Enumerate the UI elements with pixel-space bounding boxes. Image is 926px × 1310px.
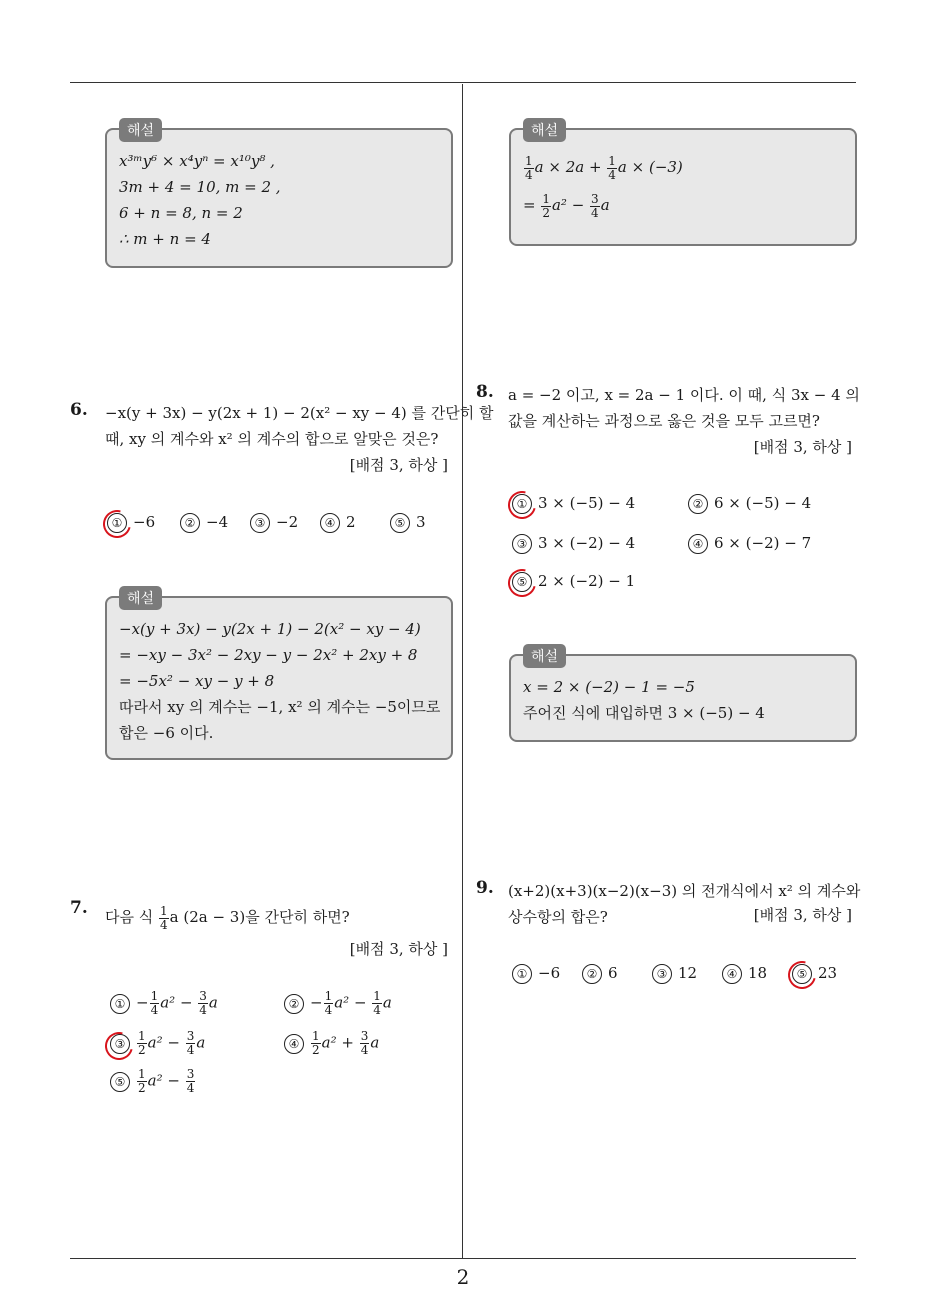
solution-line: 주어진 식에 대입하면 3 × (−5) − 4 (523, 704, 765, 722)
question-text-8: a = −2 이고, x = 2a − 1 이다. 이 때, 식 3x − 4 의 값을 계산하는 과정으로 옳은 것을 모두 고르면? (508, 386, 860, 430)
option-6-2[interactable]: ② −4 (180, 513, 228, 533)
option-9-3[interactable]: ③ 12 (652, 964, 697, 984)
question-number-8: 8. (476, 382, 494, 402)
option-8-4[interactable]: ④ 6 × (−2) − 7 (688, 534, 811, 554)
answer-mark (503, 486, 541, 524)
solution-line: x³ᵐy⁶ × x⁴yⁿ = x¹⁰y⁸ , (119, 152, 275, 170)
bottom-rule (70, 1258, 856, 1259)
points-9: [배점 3, 하상 ] (753, 906, 852, 924)
solution-line: 합은 −6 이다. (119, 724, 214, 742)
fraction: $\frac{3}{4}$ (591, 191, 599, 220)
solution-line: ∴ m + n = 4 (119, 230, 211, 248)
page-number: 2 (456, 1265, 470, 1289)
option-8-3[interactable]: ③ 3 × (−2) − 4 (512, 534, 635, 554)
solution-tag: 해설 (119, 118, 162, 142)
option-6-3[interactable]: ③ −2 (250, 513, 298, 533)
option-7-3[interactable]: ③ $\frac{1}{2}$ a² − $\frac{3}{4}$ a (110, 1030, 205, 1057)
question-text-7: 다음 식 $\frac{1}{4}$ a (2a − 3)을 간단히 하면? (105, 903, 350, 932)
option-8-1[interactable]: ① 3 × (−5) − 4 (512, 494, 635, 514)
solution-line: = $\frac{1}{2}$ a² − $\frac{3}{4}$ a (523, 191, 610, 220)
solution-line: 6 + n = 8, n = 2 (119, 204, 243, 222)
column-divider (462, 84, 463, 1258)
solution-line: 따라서 xy 의 계수는 −1, x² 의 계수는 −5이므로 (119, 698, 441, 716)
fraction: $\frac{1}{4}$ (160, 903, 168, 932)
question-text-6: −x(y + 3x) − y(2x + 1) − 2(x² − xy − 4) 를 간단히 할 때, xy 의 계수와 x² 의 계수의 합으로 알맞은 것은? (105, 404, 494, 448)
fraction: $\frac{1}{4}$ (525, 153, 533, 182)
solution-line: $\frac{1}{4}$ a × 2a + $\frac{1}{4}$ a × (−3) (525, 153, 683, 182)
points-6: [배점 3, 하상 ] (349, 456, 448, 474)
solution-line: = −xy − 3x² − 2xy − y − 2x² + 2xy + 8 (119, 646, 418, 664)
answer-mark (98, 505, 136, 543)
solution-tag: 해설 (523, 644, 566, 668)
points-7: [배점 3, 하상 ] (349, 940, 448, 958)
solution-box-8 (509, 649, 857, 742)
option-7-1[interactable]: ① − $\frac{1}{4}$ a² − $\frac{3}{4}$ a (110, 990, 218, 1017)
question-number-9: 9. (476, 878, 494, 898)
option-7-2[interactable]: ② − $\frac{1}{4}$ a² − $\frac{1}{4}$ a (284, 990, 392, 1017)
solution-box-6 (105, 591, 453, 760)
option-7-4[interactable]: ④ $\frac{1}{2}$ a² + $\frac{3}{4}$ a (284, 1030, 379, 1057)
solution-tag: 해설 (523, 118, 566, 142)
question-number-7: 7. (70, 898, 88, 918)
option-6-4[interactable]: ④ 2 (320, 513, 356, 533)
option-6-5[interactable]: ⑤ 3 (390, 513, 426, 533)
points-8: [배점 3, 하상 ] (753, 438, 852, 456)
option-8-5[interactable]: ⑤ 2 × (−2) − 1 (512, 572, 635, 592)
option-8-2[interactable]: ② 6 × (−5) − 4 (688, 494, 811, 514)
solution-line: 3m + 4 = 10, m = 2 , (119, 178, 281, 196)
option-9-1[interactable]: ① −6 (512, 964, 560, 984)
option-9-2[interactable]: ② 6 (582, 964, 618, 984)
solution-line: = −5x² − xy − y + 8 (119, 672, 275, 690)
answer-mark (783, 956, 821, 994)
option-7-5[interactable]: ⑤ $\frac{1}{2}$ a² − $\frac{3}{4}$ (110, 1068, 196, 1095)
solution-box-7 (509, 123, 857, 246)
fraction: $\frac{1}{4}$ (608, 153, 616, 182)
solution-box-5 (105, 123, 453, 268)
question-number-6: 6. (70, 400, 88, 420)
solution-tag: 해설 (119, 586, 162, 610)
question-text-9: (x+2)(x+3)(x−2)(x−3) 의 전개식에서 x² 의 계수와 상수항의 합은? (508, 882, 861, 926)
fraction: $\frac{1}{2}$ (542, 191, 550, 220)
answer-mark (503, 564, 541, 602)
solution-line: x = 2 × (−2) − 1 = −5 (523, 678, 695, 696)
solution-line: −x(y + 3x) − y(2x + 1) − 2(x² − xy − 4) (119, 620, 421, 638)
option-6-1[interactable]: ① −6 (107, 513, 155, 533)
option-9-4[interactable]: ④ 18 (722, 964, 767, 984)
option-9-5[interactable]: ⑤ 23 (792, 964, 837, 984)
top-rule (70, 82, 856, 83)
